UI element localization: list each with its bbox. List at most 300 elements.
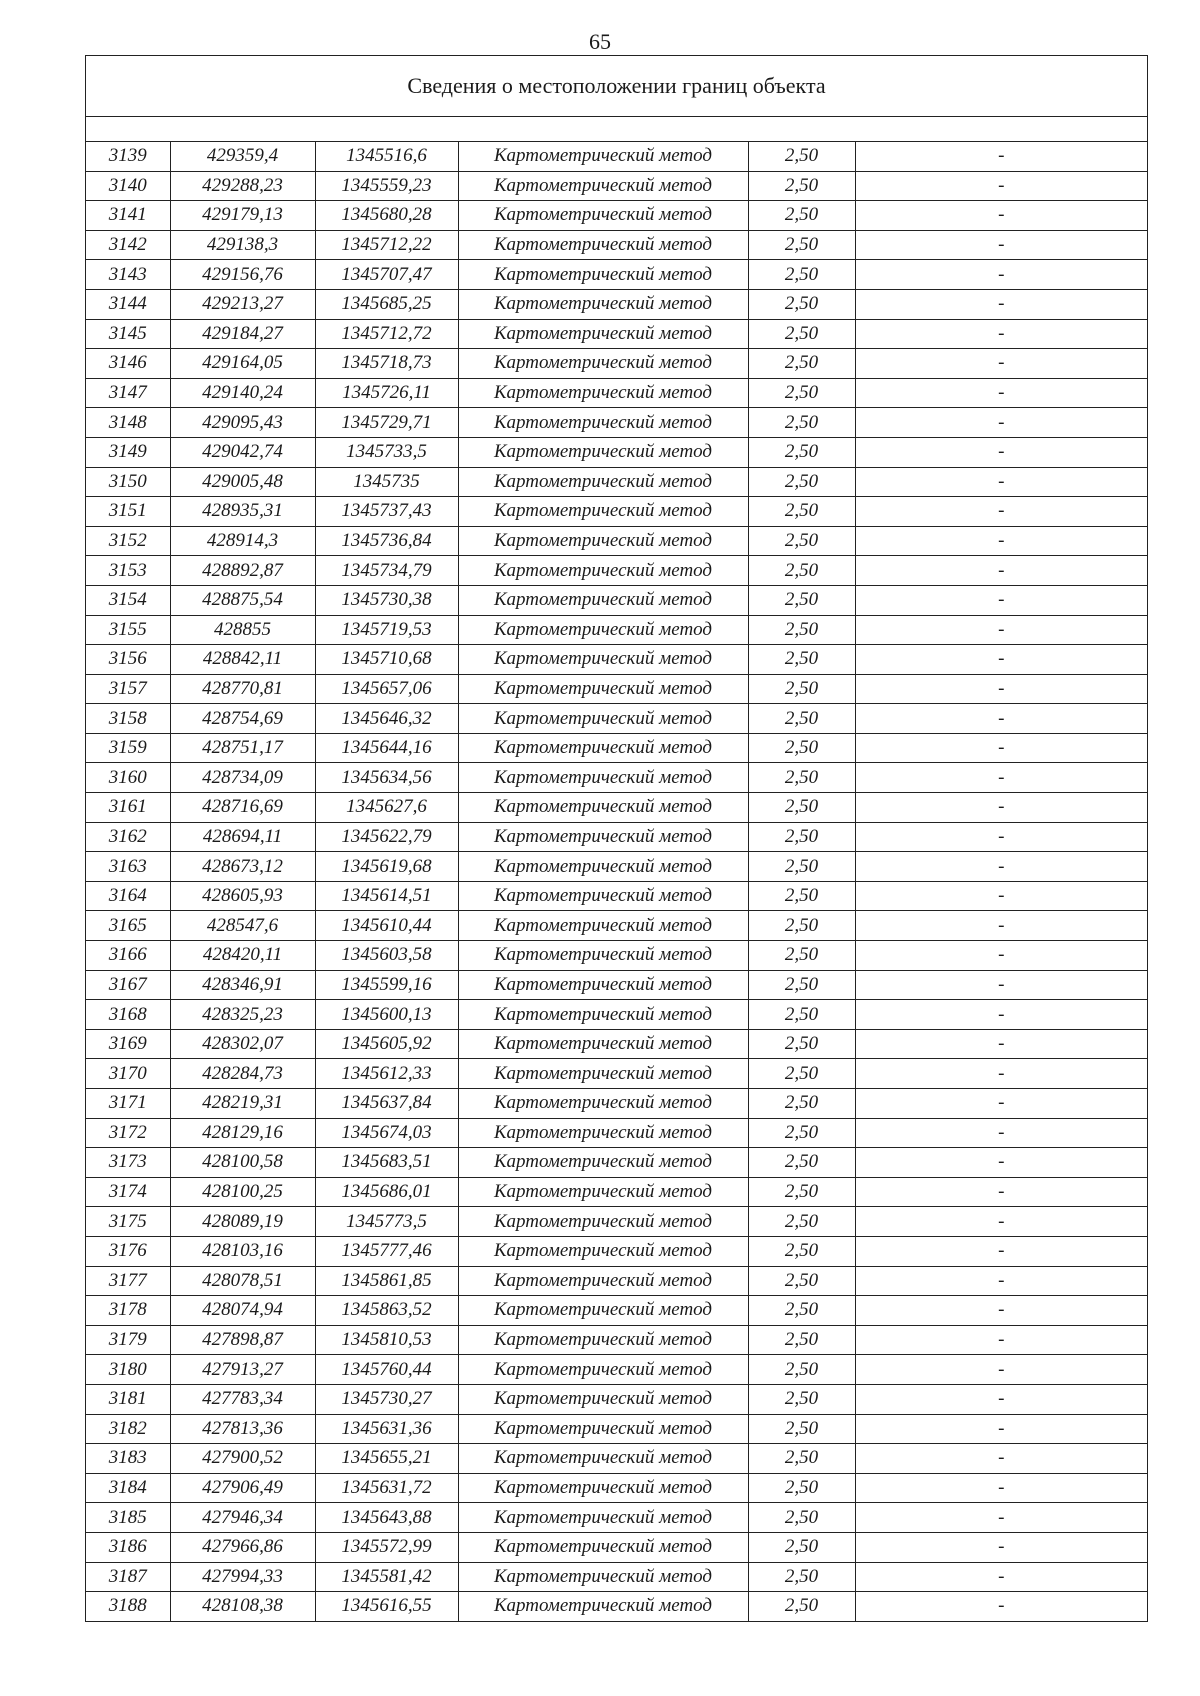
point-number-cell: 3145 bbox=[86, 319, 170, 349]
precision-cell: 2,50 bbox=[748, 970, 855, 1000]
x-coordinate-cell: 428914,3 bbox=[170, 526, 315, 556]
precision-cell: 2,50 bbox=[748, 201, 855, 231]
table-row bbox=[86, 733, 1147, 763]
table-row bbox=[86, 585, 1147, 615]
description-cell: - bbox=[855, 437, 1147, 467]
table-row bbox=[86, 437, 1147, 467]
x-coordinate-cell: 429213,27 bbox=[170, 289, 315, 319]
method-cell: Картометрический метод bbox=[458, 704, 748, 734]
precision-cell: 2,50 bbox=[748, 289, 855, 319]
method-cell: Картометрический метод bbox=[458, 1473, 748, 1503]
point-number-cell: 3185 bbox=[86, 1503, 170, 1533]
x-coordinate-cell: 427994,33 bbox=[170, 1562, 315, 1592]
table-row bbox=[86, 1473, 1147, 1503]
y-coordinate-cell: 1345637,84 bbox=[315, 1089, 458, 1119]
method-cell: Картометрический метод bbox=[458, 1562, 748, 1592]
precision-cell: 2,50 bbox=[748, 1473, 855, 1503]
method-cell: Картометрический метод bbox=[458, 793, 748, 823]
table-row bbox=[86, 970, 1147, 1000]
description-cell: - bbox=[855, 1355, 1147, 1385]
table-row bbox=[86, 467, 1147, 497]
point-number-cell: 3176 bbox=[86, 1236, 170, 1266]
method-cell: Картометрический метод bbox=[458, 1059, 748, 1089]
description-cell: - bbox=[855, 1562, 1147, 1592]
description-cell: - bbox=[855, 1177, 1147, 1207]
x-coordinate-cell: 429005,48 bbox=[170, 467, 315, 497]
y-coordinate-cell: 1345712,72 bbox=[315, 319, 458, 349]
precision-cell: 2,50 bbox=[748, 1503, 855, 1533]
precision-cell: 2,50 bbox=[748, 467, 855, 497]
point-number-cell: 3179 bbox=[86, 1325, 170, 1355]
table-row bbox=[86, 852, 1147, 882]
description-cell: - bbox=[998, 1595, 1005, 1617]
point-number-cell: 3141 bbox=[86, 201, 170, 231]
point-number-cell: 3184 bbox=[86, 1473, 170, 1503]
point-number-cell: 3171 bbox=[86, 1089, 170, 1119]
y-coordinate-cell: 1345655,21 bbox=[315, 1444, 458, 1474]
method-cell: Картометрический метод bbox=[458, 911, 748, 941]
y-coordinate-cell: 1345599,16 bbox=[315, 970, 458, 1000]
method-cell: Картометрический метод bbox=[458, 941, 748, 971]
point-number-cell: 3148 bbox=[86, 408, 170, 438]
y-coordinate-cell: 1345627,6 bbox=[315, 793, 458, 823]
precision-cell: 2,50 bbox=[748, 408, 855, 438]
description-cell: - bbox=[855, 970, 1147, 1000]
method-cell: Картометрический метод bbox=[458, 349, 748, 379]
table-row bbox=[86, 201, 1147, 231]
method-cell: Картометрический метод bbox=[458, 1503, 748, 1533]
precision-cell: 2,50 bbox=[748, 260, 855, 290]
table-row bbox=[86, 881, 1147, 911]
point-number-cell: 3147 bbox=[86, 378, 170, 408]
description-cell: - bbox=[855, 1059, 1147, 1089]
x-coordinate-cell: 429140,24 bbox=[170, 378, 315, 408]
method-cell: Картометрический метод bbox=[458, 1029, 748, 1059]
method-cell: Картометрический метод bbox=[458, 497, 748, 527]
precision-cell: 2,50 bbox=[748, 1355, 855, 1385]
y-coordinate-cell: 1345735 bbox=[315, 467, 458, 497]
precision-cell: 2,50 bbox=[748, 1592, 855, 1621]
table-row bbox=[86, 1207, 1147, 1237]
point-number-cell: 3146 bbox=[86, 349, 170, 379]
description-cell: - bbox=[855, 1266, 1147, 1296]
y-coordinate-cell: 1345760,44 bbox=[315, 1355, 458, 1385]
x-coordinate-cell: 427913,27 bbox=[170, 1355, 315, 1385]
y-coordinate-cell: 1345726,11 bbox=[315, 378, 458, 408]
precision-cell: 2,50 bbox=[748, 615, 855, 645]
precision-cell: 2,50 bbox=[748, 526, 855, 556]
y-coordinate-cell: 1345718,73 bbox=[315, 349, 458, 379]
description-cell: - bbox=[855, 1473, 1147, 1503]
point-number-cell: 3172 bbox=[86, 1118, 170, 1148]
description-cell: - bbox=[855, 1148, 1147, 1178]
x-coordinate-cell: 428089,19 bbox=[170, 1207, 315, 1237]
precision-cell: 2,50 bbox=[748, 1562, 855, 1592]
point-number-cell: 3158 bbox=[86, 704, 170, 734]
y-coordinate-cell: 1345619,68 bbox=[315, 852, 458, 882]
table-row bbox=[86, 526, 1147, 556]
method-cell: Картометрический метод bbox=[458, 467, 748, 497]
precision-cell: 2,50 bbox=[748, 319, 855, 349]
method-cell: Картометрический метод bbox=[458, 1296, 748, 1326]
x-coordinate-cell: 428892,87 bbox=[170, 556, 315, 586]
y-coordinate-cell: 1345685,25 bbox=[315, 289, 458, 319]
point-number-cell: 3152 bbox=[86, 526, 170, 556]
method-cell: Картометрический метод bbox=[458, 674, 748, 704]
x-coordinate-cell: 428754,69 bbox=[170, 704, 315, 734]
x-coordinate-cell: 428100,58 bbox=[170, 1148, 315, 1178]
x-coordinate-cell: 427900,52 bbox=[170, 1444, 315, 1474]
x-coordinate-cell: 427906,49 bbox=[170, 1473, 315, 1503]
x-coordinate-cell: 429164,05 bbox=[170, 349, 315, 379]
description-cell: - bbox=[855, 1296, 1147, 1326]
table-row bbox=[86, 1089, 1147, 1119]
method-cell: Картометрический метод bbox=[458, 1384, 748, 1414]
description-cell: - bbox=[855, 1414, 1147, 1444]
method-cell: Картометрический метод bbox=[458, 852, 748, 882]
method-cell: Картометрический метод bbox=[458, 1266, 748, 1296]
point-number-cell: 3182 bbox=[86, 1414, 170, 1444]
coordinates-table bbox=[86, 142, 1147, 1621]
point-number-cell: 3167 bbox=[86, 970, 170, 1000]
description-cell: - bbox=[855, 1236, 1147, 1266]
method-cell: Картометрический метод bbox=[458, 733, 748, 763]
precision-cell: 2,50 bbox=[748, 585, 855, 615]
x-coordinate-cell: 428420,11 bbox=[170, 941, 315, 971]
point-number-cell: 3186 bbox=[86, 1532, 170, 1562]
x-coordinate-cell: 427813,36 bbox=[170, 1414, 315, 1444]
table-row bbox=[86, 1177, 1147, 1207]
point-number-cell: 3170 bbox=[86, 1059, 170, 1089]
description-cell: - bbox=[855, 1029, 1147, 1059]
precision-cell: 2,50 bbox=[748, 1236, 855, 1266]
point-number-cell: 3178 bbox=[86, 1296, 170, 1326]
description-cell: - bbox=[855, 230, 1147, 260]
table-row bbox=[86, 1562, 1147, 1592]
table-subheader-row bbox=[86, 117, 1147, 142]
table-row bbox=[86, 1296, 1147, 1326]
description-cell: - bbox=[855, 1444, 1147, 1474]
precision-cell: 2,50 bbox=[748, 230, 855, 260]
y-coordinate-cell: 1345657,06 bbox=[315, 674, 458, 704]
precision-cell: 2,50 bbox=[748, 497, 855, 527]
precision-cell: 2,50 bbox=[748, 171, 855, 201]
description-cell: - bbox=[855, 408, 1147, 438]
description-cell: - bbox=[855, 467, 1147, 497]
point-number-cell: 3162 bbox=[86, 822, 170, 852]
method-cell: Картометрический метод bbox=[458, 319, 748, 349]
description-cell: - bbox=[855, 319, 1147, 349]
method-cell: Картометрический метод bbox=[458, 556, 748, 586]
point-number-cell: 3181 bbox=[86, 1384, 170, 1414]
description-cell: - bbox=[855, 1325, 1147, 1355]
point-number-cell: 3157 bbox=[86, 674, 170, 704]
x-coordinate-cell: 427898,87 bbox=[170, 1325, 315, 1355]
table-row bbox=[86, 1325, 1147, 1355]
description-cell: - bbox=[855, 349, 1147, 379]
y-coordinate-cell: 1345734,79 bbox=[315, 556, 458, 586]
y-coordinate-cell: 1345729,71 bbox=[315, 408, 458, 438]
table-row bbox=[86, 1532, 1147, 1562]
x-coordinate-cell: 427966,86 bbox=[170, 1532, 315, 1562]
y-coordinate-cell: 1345773,5 bbox=[315, 1207, 458, 1237]
precision-cell: 2,50 bbox=[748, 378, 855, 408]
description-cell: - bbox=[855, 289, 1147, 319]
table-row bbox=[86, 674, 1147, 704]
method-cell: Картометрический метод bbox=[458, 1592, 748, 1621]
x-coordinate-cell: 429288,23 bbox=[170, 171, 315, 201]
x-coordinate-cell: 428751,17 bbox=[170, 733, 315, 763]
y-coordinate-cell: 1345622,79 bbox=[315, 822, 458, 852]
precision-cell: 2,50 bbox=[748, 1384, 855, 1414]
description-cell: - bbox=[855, 171, 1147, 201]
precision-cell: 2,50 bbox=[748, 763, 855, 793]
method-cell: Картометрический метод bbox=[458, 1148, 748, 1178]
precision-cell: 2,50 bbox=[748, 1177, 855, 1207]
y-coordinate-cell: 1345777,46 bbox=[315, 1236, 458, 1266]
point-number-cell: 3183 bbox=[86, 1444, 170, 1474]
point-number-cell: 3169 bbox=[86, 1029, 170, 1059]
precision-cell: 2,50 bbox=[748, 142, 855, 171]
x-coordinate-cell: 428346,91 bbox=[170, 970, 315, 1000]
description-cell: - bbox=[855, 378, 1147, 408]
y-coordinate-cell: 1345810,53 bbox=[315, 1325, 458, 1355]
y-coordinate-cell: 1345733,5 bbox=[315, 437, 458, 467]
description-cell: - bbox=[855, 142, 1147, 171]
x-coordinate-cell: 429156,76 bbox=[170, 260, 315, 290]
description-cell: - bbox=[855, 1000, 1147, 1030]
table-row bbox=[86, 704, 1147, 734]
description-cell: - bbox=[855, 822, 1147, 852]
precision-cell: 2,50 bbox=[748, 1444, 855, 1474]
precision-cell: 2,50 bbox=[748, 1266, 855, 1296]
method-cell: Картометрический метод bbox=[458, 585, 748, 615]
x-coordinate-cell: 429184,27 bbox=[170, 319, 315, 349]
x-coordinate-cell: 428673,12 bbox=[170, 852, 315, 882]
x-coordinate-cell: 428302,07 bbox=[170, 1029, 315, 1059]
y-coordinate-cell: 1345634,56 bbox=[315, 763, 458, 793]
method-cell: Картометрический метод bbox=[458, 1414, 748, 1444]
precision-cell: 2,50 bbox=[748, 1414, 855, 1444]
x-coordinate-cell: 428734,09 bbox=[170, 763, 315, 793]
y-coordinate-cell: 1345631,72 bbox=[315, 1473, 458, 1503]
y-coordinate-cell: 1345674,03 bbox=[315, 1118, 458, 1148]
table-row bbox=[86, 378, 1147, 408]
table-row bbox=[86, 822, 1147, 852]
table-row bbox=[86, 1592, 1147, 1621]
table-row bbox=[86, 142, 1147, 171]
point-number-cell: 3166 bbox=[86, 941, 170, 971]
method-cell: Картометрический метод bbox=[458, 1089, 748, 1119]
precision-cell: 2,50 bbox=[748, 645, 855, 675]
point-number-cell: 3154 bbox=[86, 585, 170, 615]
point-number-cell: 3163 bbox=[86, 852, 170, 882]
point-number-cell: 3175 bbox=[86, 1207, 170, 1237]
y-coordinate-cell: 1345680,28 bbox=[315, 201, 458, 231]
y-coordinate-cell: 1345707,47 bbox=[315, 260, 458, 290]
description-cell: - bbox=[855, 852, 1147, 882]
method-cell: Картометрический метод bbox=[458, 1532, 748, 1562]
y-coordinate-cell: 1345600,13 bbox=[315, 1000, 458, 1030]
description-cell: - bbox=[855, 911, 1147, 941]
method-cell: Картометрический метод bbox=[458, 526, 748, 556]
precision-cell: 2,50 bbox=[748, 852, 855, 882]
description-cell: - bbox=[855, 1089, 1147, 1119]
y-coordinate-cell: 1345646,32 bbox=[315, 704, 458, 734]
table-row bbox=[86, 1236, 1147, 1266]
table-row bbox=[86, 1444, 1147, 1474]
table-row bbox=[86, 289, 1147, 319]
point-number-cell: 3180 bbox=[86, 1355, 170, 1385]
point-number-cell: 3188 bbox=[86, 1592, 170, 1621]
x-coordinate-cell: 428074,94 bbox=[170, 1296, 315, 1326]
point-number-cell: 3164 bbox=[86, 881, 170, 911]
y-coordinate-cell: 1345710,68 bbox=[315, 645, 458, 675]
description-cell: - bbox=[855, 615, 1147, 645]
table-row bbox=[86, 1266, 1147, 1296]
method-cell: Картометрический метод bbox=[458, 1236, 748, 1266]
x-coordinate-cell: 428842,11 bbox=[170, 645, 315, 675]
precision-cell: 2,50 bbox=[748, 793, 855, 823]
description-cell: - bbox=[855, 1532, 1147, 1562]
table-row bbox=[86, 230, 1147, 260]
table-row bbox=[86, 1503, 1147, 1533]
description-cell: - bbox=[855, 1503, 1147, 1533]
precision-cell: 2,50 bbox=[748, 1029, 855, 1059]
table-row bbox=[86, 793, 1147, 823]
point-number-cell: 3156 bbox=[86, 645, 170, 675]
method-cell: Картометрический метод bbox=[458, 1355, 748, 1385]
x-coordinate-cell: 427946,34 bbox=[170, 1503, 315, 1533]
description-cell: - bbox=[855, 1207, 1147, 1237]
point-number-cell: 3159 bbox=[86, 733, 170, 763]
method-cell: Картометрический метод bbox=[458, 142, 748, 171]
y-coordinate-cell: 1345737,43 bbox=[315, 497, 458, 527]
description-cell: - bbox=[855, 260, 1147, 290]
precision-cell: 2,50 bbox=[748, 1296, 855, 1326]
table-row bbox=[86, 1384, 1147, 1414]
table-row bbox=[86, 408, 1147, 438]
method-cell: Картометрический метод bbox=[458, 408, 748, 438]
precision-cell: 2,50 bbox=[748, 1325, 855, 1355]
y-coordinate-cell: 1345572,99 bbox=[315, 1532, 458, 1562]
precision-cell: 2,50 bbox=[748, 1148, 855, 1178]
description-cell: - bbox=[855, 1118, 1147, 1148]
x-coordinate-cell: 428547,6 bbox=[170, 911, 315, 941]
x-coordinate-cell: 428855 bbox=[170, 615, 315, 645]
description-cell: - bbox=[855, 526, 1147, 556]
x-coordinate-cell: 428935,31 bbox=[170, 497, 315, 527]
y-coordinate-cell: 1345612,33 bbox=[315, 1059, 458, 1089]
description-cell: - bbox=[855, 763, 1147, 793]
y-coordinate-cell: 1345616,55 bbox=[315, 1592, 458, 1621]
table-row bbox=[86, 1148, 1147, 1178]
precision-cell: 2,50 bbox=[748, 704, 855, 734]
point-number-cell: 3140 bbox=[86, 171, 170, 201]
description-cell: - bbox=[855, 733, 1147, 763]
x-coordinate-cell: 428219,31 bbox=[170, 1089, 315, 1119]
precision-cell: 2,50 bbox=[748, 941, 855, 971]
point-number-cell: 3165 bbox=[86, 911, 170, 941]
description-cell: - bbox=[855, 645, 1147, 675]
precision-cell: 2,50 bbox=[748, 1089, 855, 1119]
method-cell: Картометрический метод bbox=[458, 230, 748, 260]
table-row bbox=[86, 171, 1147, 201]
precision-cell: 2,50 bbox=[748, 911, 855, 941]
method-cell: Картометрический метод bbox=[458, 763, 748, 793]
y-coordinate-cell: 1345644,16 bbox=[315, 733, 458, 763]
table-row bbox=[86, 1118, 1147, 1148]
y-coordinate-cell: 1345614,51 bbox=[315, 881, 458, 911]
point-number-cell: 3177 bbox=[86, 1266, 170, 1296]
point-number-cell: 3155 bbox=[86, 615, 170, 645]
boundary-table bbox=[85, 55, 1148, 1622]
y-coordinate-cell: 1345730,27 bbox=[315, 1384, 458, 1414]
method-cell: Картометрический метод bbox=[458, 260, 748, 290]
description-cell: - bbox=[855, 1384, 1147, 1414]
precision-cell: 2,50 bbox=[748, 1059, 855, 1089]
x-coordinate-cell: 428284,73 bbox=[170, 1059, 315, 1089]
precision-cell: 2,50 bbox=[748, 437, 855, 467]
precision-cell: 2,50 bbox=[748, 881, 855, 911]
method-cell: Картометрический метод bbox=[458, 822, 748, 852]
table-row bbox=[86, 497, 1147, 527]
x-coordinate-cell: 429179,13 bbox=[170, 201, 315, 231]
method-cell: Картометрический метод bbox=[458, 1444, 748, 1474]
precision-cell: 2,50 bbox=[748, 1118, 855, 1148]
table-row bbox=[86, 1059, 1147, 1089]
y-coordinate-cell: 1345581,42 bbox=[315, 1562, 458, 1592]
y-coordinate-cell: 1345719,53 bbox=[315, 615, 458, 645]
point-number-cell: 3143 bbox=[86, 260, 170, 290]
x-coordinate-cell: 428100,25 bbox=[170, 1177, 315, 1207]
table-title: Сведения о местоположении границ объекта bbox=[86, 56, 1147, 117]
precision-cell: 2,50 bbox=[748, 1000, 855, 1030]
table-row bbox=[86, 911, 1147, 941]
precision-cell: 2,50 bbox=[748, 556, 855, 586]
y-coordinate-cell: 1345683,51 bbox=[315, 1148, 458, 1178]
y-coordinate-cell: 1345730,38 bbox=[315, 585, 458, 615]
x-coordinate-cell: 428108,38 bbox=[170, 1592, 315, 1621]
page-number: 65 bbox=[589, 29, 611, 54]
x-coordinate-cell: 428605,93 bbox=[170, 881, 315, 911]
x-coordinate-cell: 428129,16 bbox=[170, 1118, 315, 1148]
precision-cell: 2,50 bbox=[748, 1532, 855, 1562]
table-row bbox=[86, 349, 1147, 379]
method-cell: Картометрический метод bbox=[458, 201, 748, 231]
method-cell: Картометрический метод bbox=[458, 1118, 748, 1148]
x-coordinate-cell: 429138,3 bbox=[170, 230, 315, 260]
precision-cell: 2,50 bbox=[748, 733, 855, 763]
x-coordinate-cell: 428694,11 bbox=[170, 822, 315, 852]
method-cell: Картометрический метод bbox=[458, 645, 748, 675]
y-coordinate-cell: 1345863,52 bbox=[315, 1296, 458, 1326]
table-row bbox=[86, 1355, 1147, 1385]
x-coordinate-cell: 428770,81 bbox=[170, 674, 315, 704]
precision-cell: 2,50 bbox=[748, 349, 855, 379]
x-coordinate-cell: 428078,51 bbox=[170, 1266, 315, 1296]
method-cell: Картометрический метод bbox=[458, 289, 748, 319]
point-number-cell: 3139 bbox=[86, 142, 170, 171]
table-row bbox=[86, 1000, 1147, 1030]
description-cell: - bbox=[855, 674, 1147, 704]
x-coordinate-cell: 428103,16 bbox=[170, 1236, 315, 1266]
table-row bbox=[86, 1414, 1147, 1444]
y-coordinate-cell: 1345631,36 bbox=[315, 1414, 458, 1444]
description-cell: - bbox=[855, 585, 1147, 615]
point-number-cell: 3150 bbox=[86, 467, 170, 497]
method-cell: Картометрический метод bbox=[458, 1000, 748, 1030]
